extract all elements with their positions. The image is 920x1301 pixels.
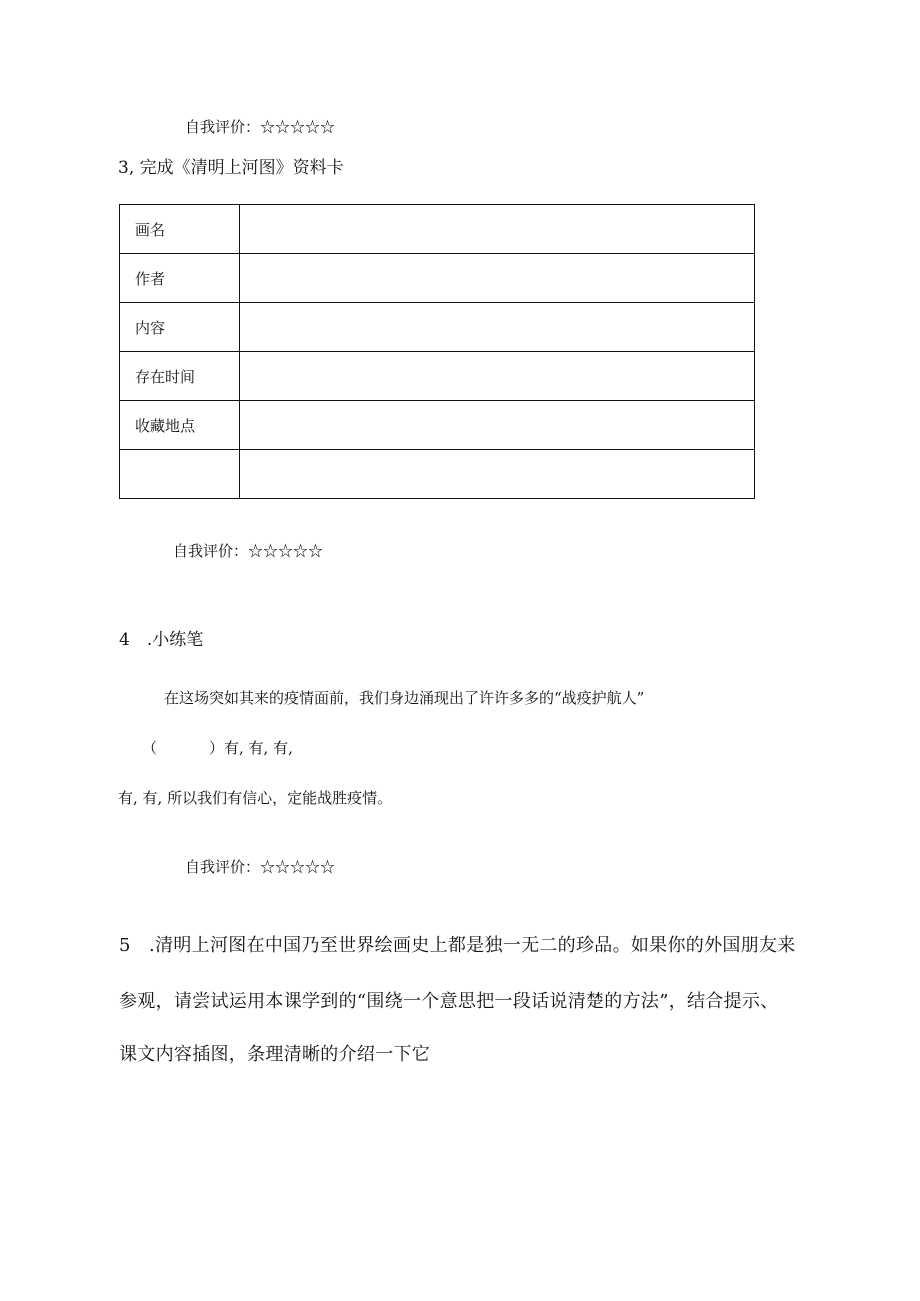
info-card-row [120, 303, 755, 352]
self-evaluation-1: 自我评价：☆☆☆☆☆ [185, 118, 336, 136]
info-card-label: 画名 [120, 205, 240, 254]
info-card-value-cell[interactable] [240, 205, 755, 254]
section-5-line-3: 课文内容插图，条理清晰的介绍一下它 [119, 1044, 431, 1065]
info-card-label: 存在时间 [120, 352, 240, 401]
open-parenthesis: （ [142, 739, 158, 757]
section-3-title: 3, 完成《清明上河图》资料卡 [118, 158, 344, 178]
section-5-line-1: 5 .清明上河图在中国乃至世界绘画史上都是独一无二的珍品。如果你的外国朋友来 [119, 935, 796, 956]
blank-line-text: ）有, 有, 有, [209, 739, 293, 757]
info-card-row [120, 352, 755, 401]
section-4-title: 4 .小练笔 [119, 630, 204, 650]
info-card-value-cell[interactable] [240, 450, 755, 499]
info-card-value-cell[interactable] [240, 303, 755, 352]
section-4-blank-line [142, 741, 293, 756]
self-evaluation-3: 自我评价：☆☆☆☆☆ [185, 858, 336, 876]
info-card-label: 作者 [120, 254, 240, 303]
info-card-row [120, 205, 755, 254]
info-card-table [119, 204, 755, 499]
info-card-row [120, 401, 755, 450]
section-4-prompt: 在这场突如其来的疫情面前，我们身边涌现出了许许多多的“战疫护航人” [164, 689, 645, 707]
info-card-label [120, 450, 240, 499]
section-4-conclusion: 有, 有, 所以我们有信心，定能战胜疫情。 [118, 789, 393, 807]
self-evaluation-2: 自我评价：☆☆☆☆☆ [173, 542, 324, 560]
info-card-label: 收藏地点 [120, 401, 240, 450]
info-card-value-cell[interactable] [240, 401, 755, 450]
info-card-label: 内容 [120, 303, 240, 352]
info-card-value-cell[interactable] [240, 352, 755, 401]
info-card-row [120, 450, 755, 499]
section-5-line-2: 参观，请尝试运用本课学到的“围绕一个意思把一段话说清楚的方法”，结合提示、 [119, 991, 779, 1012]
info-card-row [120, 254, 755, 303]
info-card-value-cell[interactable] [240, 254, 755, 303]
